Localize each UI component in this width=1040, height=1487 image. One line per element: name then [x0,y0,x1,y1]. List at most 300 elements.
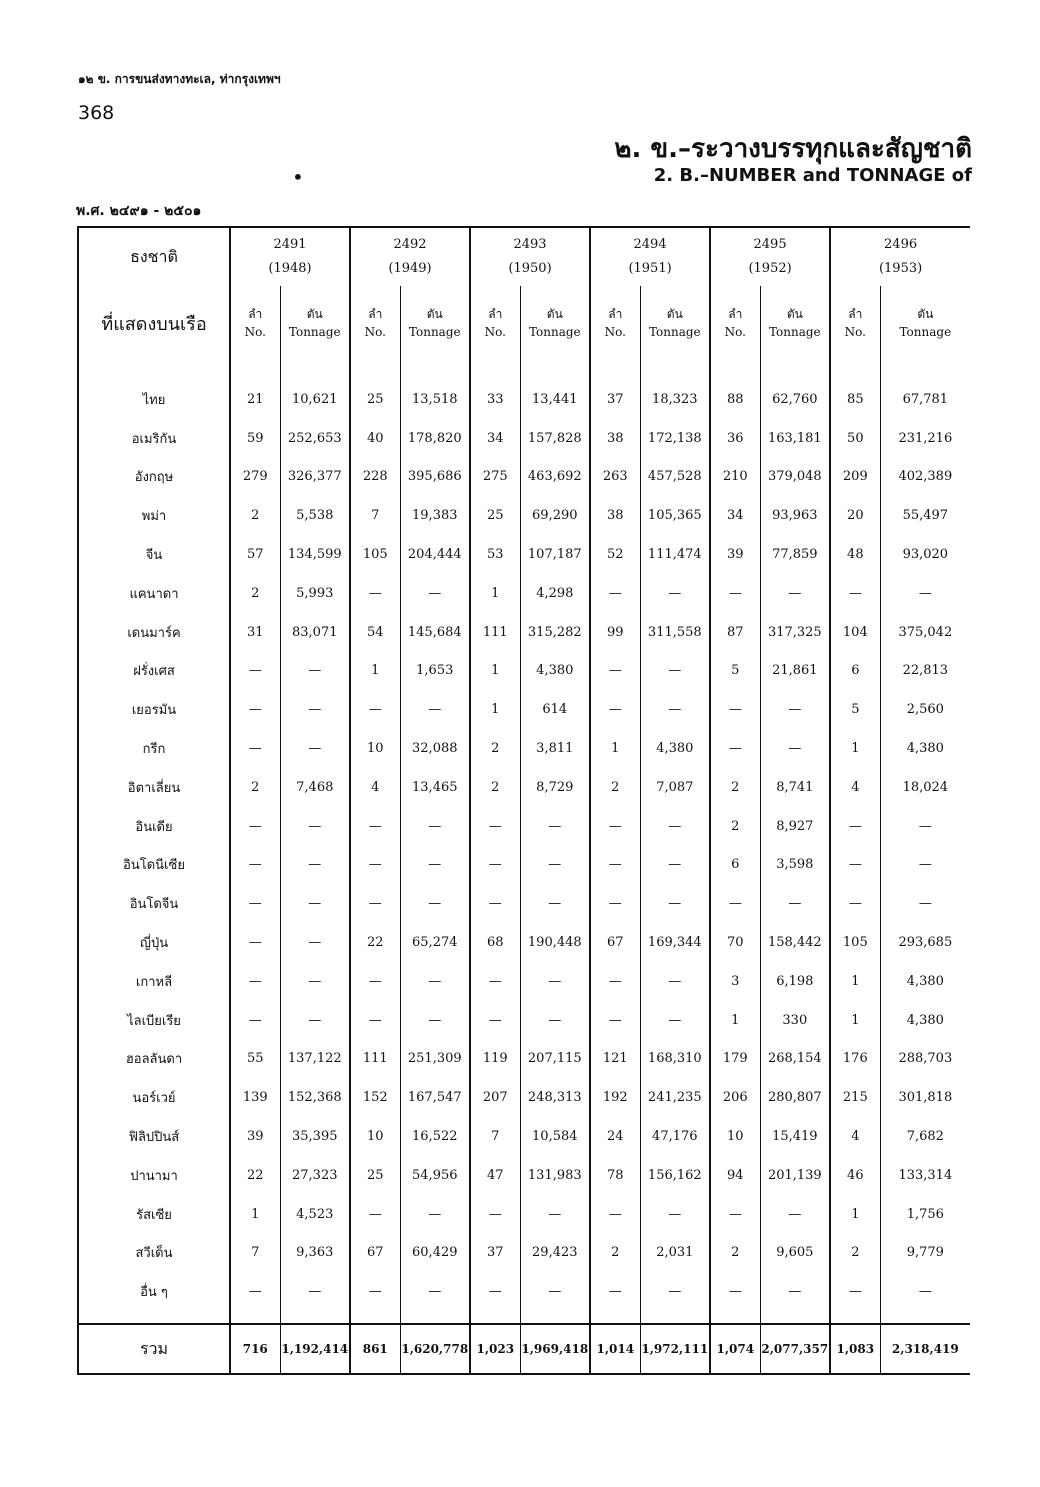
total-label: รวม [78,1324,230,1374]
running-head: ๑๒ ข. การขนส่งทางทะเล, ท่ากรุงเทพฯ [78,72,281,86]
tonnage-cell: — [640,652,710,691]
ship-count-cell: 25 [350,1156,400,1195]
tonnage-cell: — [880,846,970,885]
ship-count-cell: — [350,1195,400,1234]
tonnage-cell: 29,423 [520,1234,590,1273]
ship-count-cell: 192 [590,1078,640,1117]
ship-count-cell: 85 [830,380,880,419]
ship-count-cell: 3 [710,962,760,1001]
ship-count-cell: 121 [590,1040,640,1079]
tonnage-cell: — [400,846,470,885]
tonnage-cell: 252,653 [280,419,350,458]
tonnage-cell: — [280,1272,350,1311]
year-header: 2495 (1952) [710,227,830,286]
tonnage-cell: 4,380 [880,1001,970,1040]
tonnage-cell: 4,380 [880,729,970,768]
ship-count-cell: — [590,1195,640,1234]
ship-count-cell: — [230,1272,280,1311]
ship-count-cell: — [830,807,880,846]
ship-count-cell: 39 [230,1117,280,1156]
table-row [78,419,970,458]
ship-count-cell: — [470,1195,520,1234]
tonnage-cell: — [520,846,590,885]
ship-count-cell: — [350,1272,400,1311]
ship-count-cell: — [590,884,640,923]
country-name: เดนมาร์ค [127,625,181,641]
tonnage-cell: 168,310 [640,1040,710,1079]
ship-count-cell: 88 [710,380,760,419]
tonnage-cell: 35,395 [280,1117,350,1156]
tonnage-cell: 47,176 [640,1117,710,1156]
table-row [78,458,970,497]
ship-count-cell: 48 [830,535,880,574]
ship-count-cell: 22 [230,1156,280,1195]
ship-count-cell: — [710,1195,760,1234]
country-name: เยอรมัน [131,703,177,719]
total-row [78,1324,970,1374]
ship-count-cell: 59 [230,419,280,458]
tonnage-cell: 3,598 [760,846,830,885]
nationality-subheader: ที่แสดงบนเรือ [101,313,207,335]
ship-count-cell: 2 [710,768,760,807]
tonnage-cell: — [760,1272,830,1311]
tonnage-cell: 2,560 [880,690,970,729]
tonnage-cell: 152,368 [280,1078,350,1117]
ship-count-cell: 263 [590,458,640,497]
ship-count-cell: 7 [470,1117,520,1156]
tonnage-cell: 190,448 [520,923,590,962]
table-row [78,380,970,419]
ship-count-cell: 2 [830,1234,880,1273]
ship-count-cell: 10 [710,1117,760,1156]
total-cell: 716 [230,1324,280,1374]
tonnage-cell: 293,685 [880,923,970,962]
no-header: ลำ No. [590,286,640,360]
tonnage-cell: 93,020 [880,535,970,574]
tonnage-cell: 231,216 [880,419,970,458]
ship-count-cell: 1 [470,574,520,613]
tonnage-cell: — [280,884,350,923]
ship-count-cell: 25 [350,380,400,419]
ship-count-cell: — [590,652,640,691]
tonnage-cell: — [280,962,350,1001]
tonnage-cell: 9,605 [760,1234,830,1273]
tonnage-cell: — [400,574,470,613]
tonnage-cell: 457,528 [640,458,710,497]
tonnage-cell: 9,363 [280,1234,350,1273]
ship-count-cell: 67 [590,923,640,962]
ship-count-cell: 55 [230,1040,280,1079]
ship-count-cell: 279 [230,458,280,497]
ship-count-cell: — [590,1001,640,1040]
ship-count-cell: 1 [230,1195,280,1234]
tonnage-cell: 131,983 [520,1156,590,1195]
ship-count-cell: 105 [830,923,880,962]
ship-count-cell: 119 [470,1040,520,1079]
ship-count-cell: 2 [590,768,640,807]
ship-count-cell: — [590,846,640,885]
tonnage-cell: 4,380 [880,962,970,1001]
tonnage-cell: 137,122 [280,1040,350,1079]
tonnage-cell: — [640,1195,710,1234]
tonnage-cell: — [880,574,970,613]
year-range: พ.ศ. ๒๔๙๑ - ๒๕๐๑ [76,203,202,219]
ship-count-cell: 52 [590,535,640,574]
ship-count-cell: 54 [350,613,400,652]
table-row [78,535,970,574]
tonnage-cell: 4,523 [280,1195,350,1234]
tonnage-cell: 15,419 [760,1117,830,1156]
ship-count-cell: 1 [470,652,520,691]
ship-count-cell: — [230,923,280,962]
tonnage-cell: 4,380 [520,652,590,691]
ship-count-cell: — [470,962,520,1001]
table-body [78,380,970,1311]
tonnage-cell: — [640,1272,710,1311]
ship-count-cell: — [230,1001,280,1040]
tonnage-cell: 248,313 [520,1078,590,1117]
tonnage-cell: 54,956 [400,1156,470,1195]
ship-count-cell: 1 [830,962,880,1001]
ship-count-cell: — [350,846,400,885]
ship-count-cell: 99 [590,613,640,652]
tonnage-cell: — [880,1272,970,1311]
ship-count-cell: — [710,729,760,768]
tonnage-cell: 241,235 [640,1078,710,1117]
ship-count-cell: 33 [470,380,520,419]
table-row [78,652,970,691]
tonnage-cell: 288,703 [880,1040,970,1079]
tonnage-cell: — [400,884,470,923]
total-cell: 1,023 [470,1324,520,1374]
table-row [78,729,970,768]
tonnage-cell: — [280,729,350,768]
ship-count-cell: 37 [590,380,640,419]
country-name: อินโดนีเซีย [123,858,185,874]
ship-count-cell: 67 [350,1234,400,1273]
country-name: อิตาเลี่ยน [127,780,181,796]
ship-count-cell: — [590,1272,640,1311]
country-name: รัสเซีย [136,1207,172,1223]
ship-count-cell: 34 [470,419,520,458]
ship-count-cell: 68 [470,923,520,962]
ship-count-cell: 228 [350,458,400,497]
ship-count-cell: 5 [830,690,880,729]
country-name: อเมริกัน [131,431,177,447]
tonnage-cell: 55,497 [880,496,970,535]
year-header: 2494 (1951) [590,227,710,286]
tonnage-cell: 330 [760,1001,830,1040]
no-header: ลำ No. [230,286,280,360]
table-row [78,923,970,962]
ship-count-cell: — [350,884,400,923]
total-cell: 1,083 [830,1324,880,1374]
tonnage-cell: 317,325 [760,613,830,652]
ship-count-cell: 176 [830,1040,880,1079]
total-cell: 1,014 [590,1324,640,1374]
ship-count-cell: 2 [710,1234,760,1273]
ship-count-cell: — [830,846,880,885]
table-row [78,574,970,613]
ship-count-cell: 6 [830,652,880,691]
tonnage-cell: 65,274 [400,923,470,962]
ship-count-cell: 10 [350,729,400,768]
tonnage-cell: 8,927 [760,807,830,846]
tonnage-cell: 172,138 [640,419,710,458]
ship-count-cell: 4 [830,768,880,807]
tonnage-cell: 7,468 [280,768,350,807]
tonnage-cell: — [760,1195,830,1234]
table-row [78,1040,970,1079]
tonnage-cell: — [280,652,350,691]
ship-count-cell: 1 [590,729,640,768]
total-cell: 861 [350,1324,400,1374]
tonnage-cell: — [520,884,590,923]
total-cell: 2,077,357 [760,1324,830,1374]
ship-count-cell: — [590,807,640,846]
tonnage-cell: 10,584 [520,1117,590,1156]
tonnage-cell: — [520,1001,590,1040]
tonnage-cell: 395,686 [400,458,470,497]
table-row [78,613,970,652]
country-name: อินโดจีน [129,897,179,913]
tonnage-cell: — [640,690,710,729]
ship-count-cell: 39 [710,535,760,574]
ship-count-cell: — [470,884,520,923]
ship-count-cell: — [230,884,280,923]
country-name: ฮอลลันดา [125,1052,183,1068]
tonnage-cell: — [280,846,350,885]
table-title-english: 2. B.–NUMBER and TONNAGE of [653,165,972,186]
tonnage-cell: — [400,1001,470,1040]
ship-count-cell: 209 [830,458,880,497]
year-header: 2496 (1953) [830,227,970,286]
ship-count-cell: — [230,962,280,1001]
country-name: ฟิลิปปินส์ [128,1130,180,1146]
ship-count-cell: 50 [830,419,880,458]
ship-count-cell: 1 [350,652,400,691]
country-name: พม่า [141,509,167,525]
tonnage-cell: — [640,574,710,613]
ship-count-cell: 1 [830,729,880,768]
country-name: ฝรั่งเศส [133,664,175,680]
ship-count-cell: 215 [830,1078,880,1117]
tonnage-cell: 145,684 [400,613,470,652]
country-name: นอร์เวย์ [132,1091,176,1107]
ship-count-cell: 22 [350,923,400,962]
tonnage-cell: 268,154 [760,1040,830,1079]
tonnage-cell: 13,441 [520,380,590,419]
table-row [78,768,970,807]
tonnage-cell: 107,187 [520,535,590,574]
ship-count-cell: 111 [350,1040,400,1079]
ship-count-cell: — [590,690,640,729]
tonnage-cell: 375,042 [880,613,970,652]
tonnage-cell: 18,024 [880,768,970,807]
table-row [78,1234,970,1273]
ship-count-cell: 2 [710,807,760,846]
tonnage-cell: 402,389 [880,458,970,497]
ship-count-cell: — [710,574,760,613]
ship-count-cell: — [830,1272,880,1311]
no-header: ลำ No. [350,286,400,360]
total-cell: 1,192,414 [280,1324,350,1374]
tonnage-cell: 204,444 [400,535,470,574]
shipping-table [77,226,970,1375]
tonnage-cell: 1,653 [400,652,470,691]
country-name: กรีก [142,742,166,758]
country-name: ไลเบียเรีย [127,1013,181,1029]
year-header: 2491 (1948) [230,227,350,286]
tonnage-cell: 77,859 [760,535,830,574]
tonnage-cell: 22,813 [880,652,970,691]
ship-count-cell: 179 [710,1040,760,1079]
table-row [78,1156,970,1195]
tonnage-header: ตัน Tonnage [400,286,470,360]
ship-count-cell: — [350,690,400,729]
tonnage-cell: 16,522 [400,1117,470,1156]
page-number: 368 [78,102,115,124]
ship-count-cell: 38 [590,419,640,458]
tonnage-cell: 311,558 [640,613,710,652]
stray-dot-mark: • [292,165,304,189]
tonnage-cell: 8,741 [760,768,830,807]
tonnage-cell: 67,781 [880,380,970,419]
ship-count-cell: — [710,884,760,923]
ship-count-cell: — [470,807,520,846]
tonnage-cell: 133,314 [880,1156,970,1195]
tonnage-cell: 69,290 [520,496,590,535]
tonnage-cell: — [760,574,830,613]
ship-count-cell: 78 [590,1156,640,1195]
tonnage-cell: 169,344 [640,923,710,962]
ship-count-cell: 87 [710,613,760,652]
tonnage-cell: — [520,1195,590,1234]
ship-count-cell: 46 [830,1156,880,1195]
ship-count-cell: — [230,729,280,768]
tonnage-cell: 13,518 [400,380,470,419]
country-name: จีน [145,548,163,564]
ship-count-cell: — [710,690,760,729]
ship-count-cell: — [350,807,400,846]
tonnage-cell: 13,465 [400,768,470,807]
ship-count-cell: — [230,690,280,729]
ship-count-cell: 152 [350,1078,400,1117]
tonnage-cell: 315,282 [520,613,590,652]
tonnage-cell: 134,599 [280,535,350,574]
tonnage-cell: 8,729 [520,768,590,807]
tonnage-cell: — [760,884,830,923]
ship-count-cell: 1 [710,1001,760,1040]
tonnage-cell: 111,474 [640,535,710,574]
tonnage-cell: — [640,846,710,885]
tonnage-cell: 7,087 [640,768,710,807]
ship-count-cell: 7 [350,496,400,535]
ship-count-cell: 47 [470,1156,520,1195]
tonnage-cell: 105,365 [640,496,710,535]
ship-count-cell: 31 [230,613,280,652]
table-row [78,884,970,923]
tonnage-cell: — [640,1001,710,1040]
ship-count-cell: 2 [470,768,520,807]
total-cell: 1,969,418 [520,1324,590,1374]
ship-count-cell: 5 [710,652,760,691]
nationality-header: ธงชาติ [130,246,178,266]
tonnage-cell: 156,162 [640,1156,710,1195]
tonnage-cell: 27,323 [280,1156,350,1195]
ship-count-cell: — [350,1001,400,1040]
tonnage-header: ตัน Tonnage [880,286,970,360]
ship-count-cell: 6 [710,846,760,885]
tonnage-cell: — [760,690,830,729]
tonnage-cell: 2,031 [640,1234,710,1273]
tonnage-cell: 9,779 [880,1234,970,1273]
total-cell: 2,318,419 [880,1324,970,1374]
ship-count-cell: 20 [830,496,880,535]
tonnage-header: ตัน Tonnage [520,286,590,360]
total-cell: 1,620,778 [400,1324,470,1374]
tonnage-cell: 93,963 [760,496,830,535]
ship-count-cell: 34 [710,496,760,535]
no-header: ลำ No. [470,286,520,360]
table-row [78,1001,970,1040]
tonnage-cell: — [760,729,830,768]
ship-count-cell: 10 [350,1117,400,1156]
ship-count-cell: 4 [350,768,400,807]
tonnage-cell: 251,309 [400,1040,470,1079]
country-name: อินเดีย [135,819,173,835]
table-title-thai: ๒. ข.–ระวางบรรทุกและสัญชาติ [614,134,972,164]
ship-count-cell: 38 [590,496,640,535]
tonnage-cell: 19,383 [400,496,470,535]
tonnage-header: ตัน Tonnage [760,286,830,360]
ship-count-cell: 53 [470,535,520,574]
ship-count-cell: 210 [710,458,760,497]
tonnage-cell: 21,861 [760,652,830,691]
ship-count-cell: — [590,962,640,1001]
tonnage-cell: 207,115 [520,1040,590,1079]
tonnage-cell: 60,429 [400,1234,470,1273]
tonnage-cell: — [520,962,590,1001]
ship-count-cell: 4 [830,1117,880,1156]
ship-count-cell: 1 [830,1195,880,1234]
country-name: ปานามา [130,1168,178,1184]
tonnage-cell: 167,547 [400,1078,470,1117]
tonnage-cell: 62,760 [760,380,830,419]
country-name: อังกฤษ [134,470,174,486]
tonnage-cell: — [280,1001,350,1040]
table-row [78,846,970,885]
ship-count-cell: — [230,652,280,691]
ship-count-cell: — [470,1001,520,1040]
country-name: แคนาดา [129,586,179,602]
tonnage-cell: 6,198 [760,962,830,1001]
tonnage-cell: 5,538 [280,496,350,535]
tonnage-cell: 157,828 [520,419,590,458]
ship-count-cell: — [350,574,400,613]
ship-count-cell: 2 [230,768,280,807]
tonnage-cell: 158,442 [760,923,830,962]
ship-count-cell: 2 [230,496,280,535]
tonnage-header: ตัน Tonnage [640,286,710,360]
country-name: ญี่ปุ่น [139,936,169,952]
table-row [78,1078,970,1117]
tonnage-cell: — [400,1195,470,1234]
tonnage-cell: — [520,807,590,846]
ship-count-cell: — [590,574,640,613]
country-name: อื่น ๆ [140,1285,168,1301]
tonnage-cell: 463,692 [520,458,590,497]
